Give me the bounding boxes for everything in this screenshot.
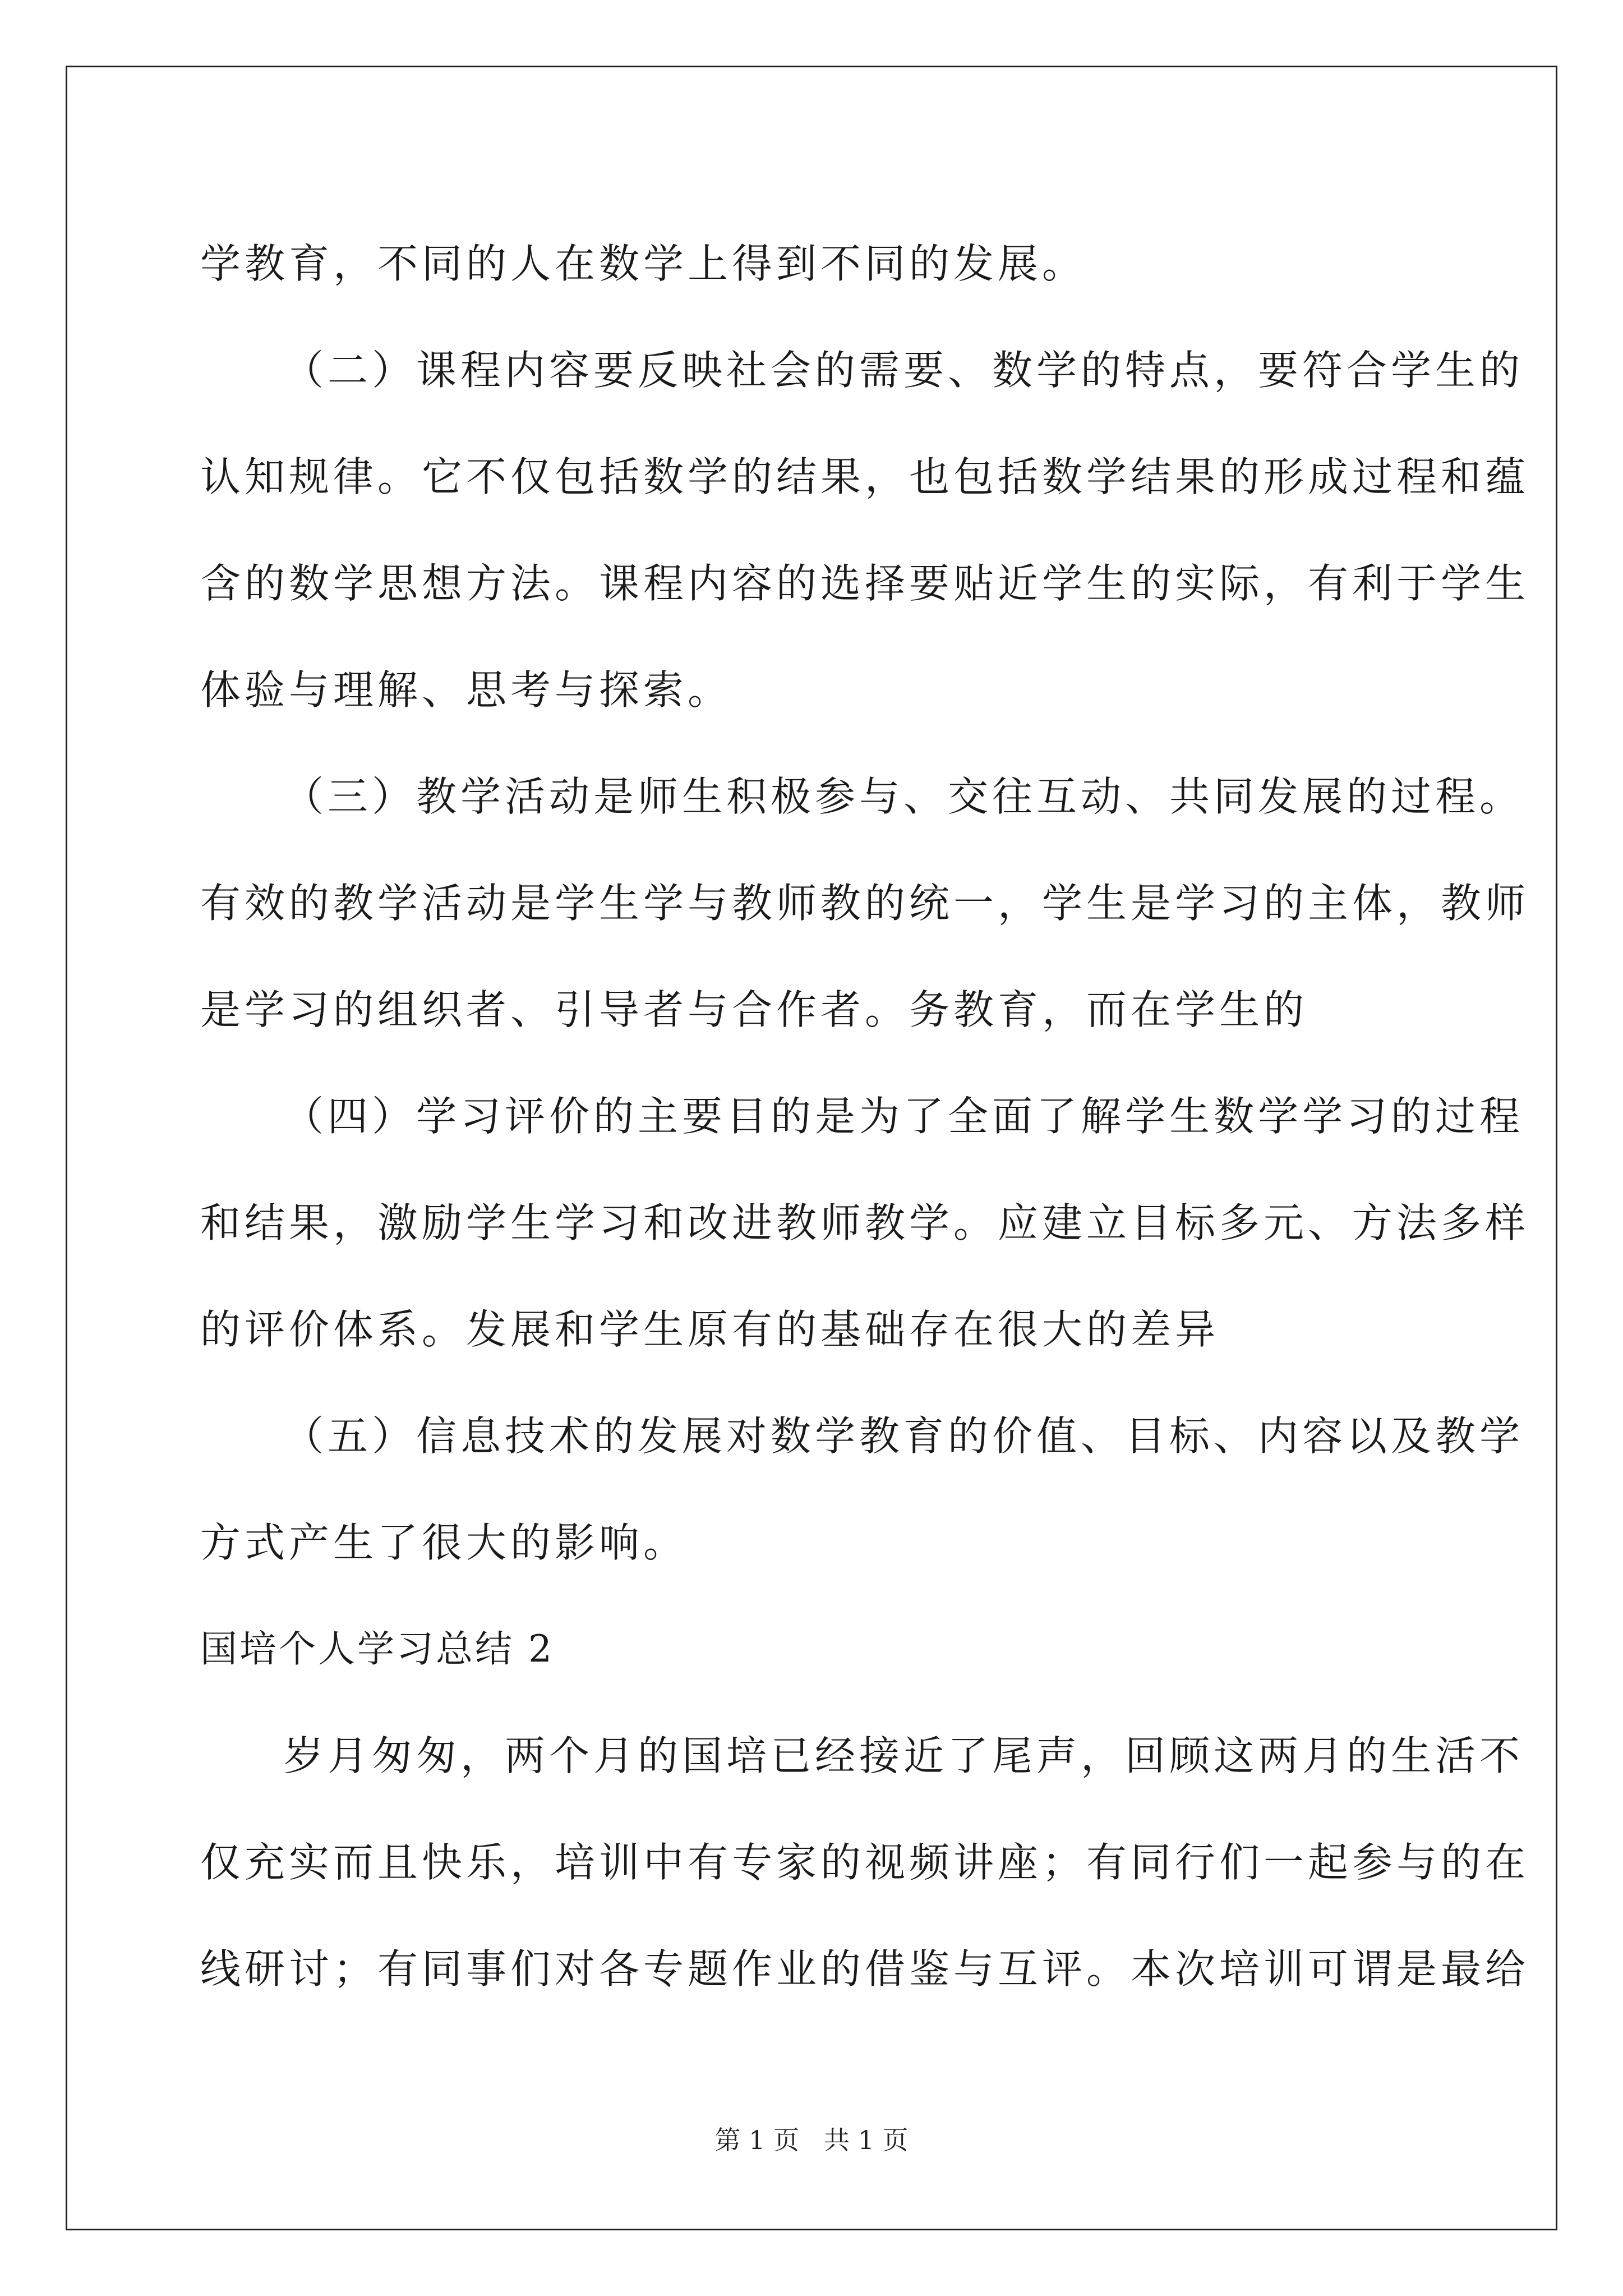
text-line-9: （四）学习评价的主要目的是为了全面了解学生数学学习的过程 — [283, 1093, 1524, 1140]
text-line-2: （二）课程内容要反映社会的需要、数学的特点，要符合学生的 — [283, 347, 1524, 394]
text-line-1: 学教育，不同的人在数学上得到不同的发展。 — [200, 240, 1087, 287]
text-line-8: 是学习的组织者、引导者与合作者。务教育，而在学生的 — [200, 986, 1308, 1033]
page-number: 第 1 页 — [714, 2125, 799, 2155]
text-line-6: （三）教学活动是师生积极参与、交往互动、共同发展的过程。 — [283, 773, 1524, 820]
text-line-13: 方式产生了很大的影响。 — [200, 1519, 688, 1566]
text-line-17: 线研讨；有同事们对各专题作业的借鉴与互评。本次培训可谓是最给 — [200, 1945, 1530, 1993]
text-line-5: 体验与理解、思考与探索。 — [200, 666, 732, 714]
text-line-3: 认知规律。它不仅包括数学的结果，也包括数学结果的形成过程和蕴 — [200, 453, 1530, 500]
text-line-7: 有效的教学活动是学生学与教师教的统一，学生是学习的主体，教师 — [200, 880, 1530, 927]
text-line-10: 和结果，激励学生学习和改进教师教学。应建立目标多元、方法多样 — [200, 1199, 1530, 1246]
text-line-16: 仅充实而且快乐，培训中有专家的视频讲座；有同行们一起参与的在 — [200, 1839, 1530, 1886]
section-heading: 国培个人学习总结 2 — [200, 1627, 554, 1671]
text-line-12: （五）信息技术的发展对数学教育的价值、目标、内容以及教学 — [283, 1412, 1524, 1460]
document-body — [200, 210, 1530, 2022]
page-footer — [0, 2123, 1623, 2157]
text-line-11: 的评价体系。发展和学生原有的基础存在很大的差异 — [200, 1306, 1220, 1353]
text-line-15: 岁月匆匆，两个月的国培已经接近了尾声，回顾这两月的生活不 — [283, 1732, 1524, 1779]
page-total: 共 1 页 — [824, 2125, 909, 2155]
text-line-4: 含的数学思想方法。课程内容的选择要贴近学生的实际，有利于学生 — [200, 560, 1530, 607]
